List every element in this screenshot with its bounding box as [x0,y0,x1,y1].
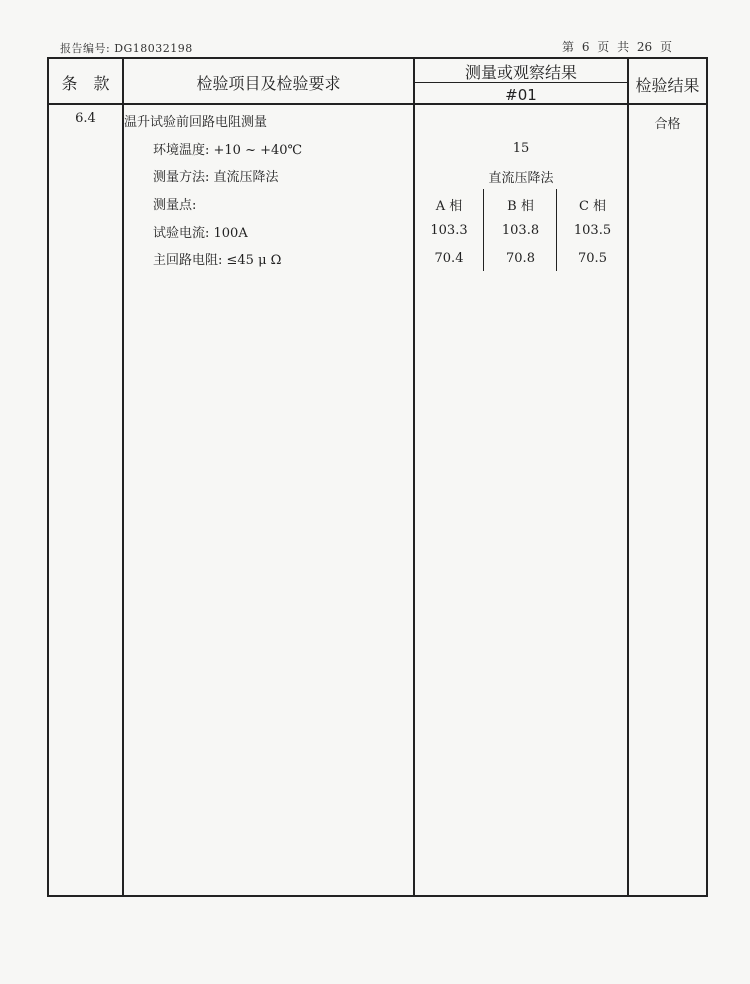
phase-b-label: B 相 [507,199,534,214]
method-value: 直流压降法 [488,171,554,186]
sample-id: #01 [505,86,537,104]
col-clause-header: 条 款 [61,74,110,93]
col-divider-1 [122,57,124,897]
table-right-border [706,57,708,897]
col-items-header: 检验项目及检验要求 [196,74,341,93]
phase-a-label: A 相 [435,199,463,214]
method-label: 测量方法: 直流压降法 [153,170,279,185]
clause-number: 6.4 [75,111,96,126]
ambient-value: 15 [512,141,530,156]
current-label: 试验电流: 100A [153,226,248,241]
current-value-c: 103.5 [573,223,612,238]
ambient-label: 环境温度: +10 ~ +40℃ [153,143,303,158]
report-number: 报告编号: DG18032198 [60,42,193,55]
table-top-border [47,57,708,59]
table-left-border [47,57,49,897]
resistance-value-c: 70.5 [578,251,607,266]
resistance-value-b: 70.8 [506,251,535,266]
points-label: 测量点: [153,198,197,213]
page-info: 第 6 页 共 26 页 [562,40,672,54]
test-result: 合格 [654,117,681,132]
resistance-label: 主回路电阻: ≤45 μ Ω [153,253,282,268]
phase-divider-ab [483,189,484,271]
resistance-value-a: 70.4 [434,251,464,266]
table-bottom-border [47,895,708,897]
col-divider-3 [627,57,629,897]
phase-c-label: C 相 [578,199,607,214]
phase-divider-bc [556,189,557,271]
col-measure-header: 测量或观察结果 [464,63,577,82]
current-value-b: 103.8 [501,223,540,238]
current-value-a: 103.3 [430,223,468,238]
test-title: 温升试验前回路电阻测量 [124,115,268,130]
col-result-header: 检验结果 [635,76,700,95]
